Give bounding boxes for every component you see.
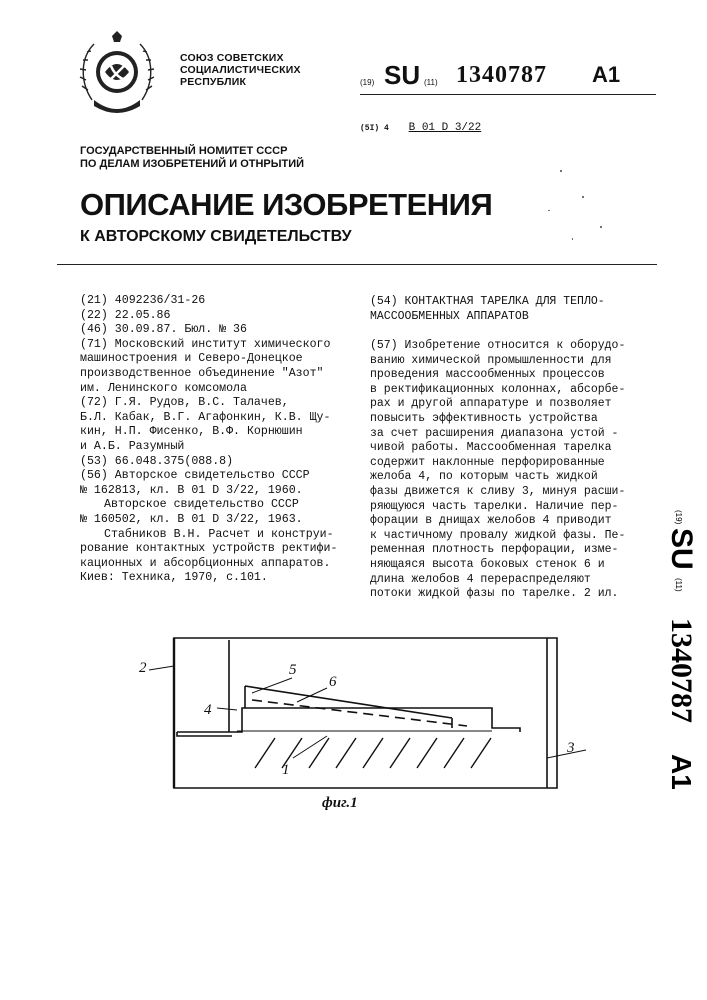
leader-lines <box>149 666 586 758</box>
scan-speck <box>548 210 550 211</box>
abstract-line: потоки жидкой фазы по тарелке. 2 ил. <box>370 587 619 601</box>
issuing-state <box>180 52 301 88</box>
biblio-line: (22) 22.05.86 <box>80 308 171 322</box>
abstract-line: рах и другой аппаратуре и позволяет <box>370 397 612 411</box>
side-code-19: (19) <box>674 510 683 525</box>
abstract-line: к частичному провалу жидкой фазы. Пе- <box>370 528 626 542</box>
scan-speck <box>560 170 562 172</box>
abstract-line: длина желобов 4 перераспределяют <box>370 572 591 586</box>
biblio-line: кин, Н.П. Фисенко, В.Ф. Корнюшин <box>80 425 303 439</box>
abstract-line: желоба 4, по которым часть жидкой <box>370 470 598 484</box>
biblio-line: Б.Л. Кабак, В.Г. Агафонкин, К.В. Щу- <box>80 410 331 424</box>
abstract-line: ременная плотность перфорации, изме- <box>370 543 619 557</box>
bibliographic-data <box>80 294 352 586</box>
figure-label-6: 6 <box>329 674 337 690</box>
scan-speck <box>572 238 573 240</box>
ipc-code: B 01 D 3/22 <box>408 122 482 134</box>
figure-label-3: 3 <box>567 740 575 756</box>
figure-label-2: 2 <box>139 660 147 676</box>
code-11: (11) <box>424 78 438 87</box>
title-line: (54) КОНТАКТНАЯ ТАРЕЛКА ДЛЯ ТЕПЛО- <box>370 295 605 308</box>
side-code-11: (11) <box>674 578 683 592</box>
biblio-line: (56) Авторское свидетельство СССР <box>80 469 310 483</box>
document-subtitle: К АВТОРСКОМУ СВИДЕТЕЛЬСТВУ <box>80 228 352 245</box>
biblio-line: им. Ленинского комсомола <box>80 381 247 395</box>
committee-name <box>80 145 304 171</box>
committee-line: ПО ДЕЛАМ ИЗОБРЕТЕНИЙ И ОТНРЫТИЙ <box>80 158 305 170</box>
biblio-line: (53) 66.048.375(088.8) <box>80 454 234 468</box>
side-kind-code: A1 <box>666 754 697 790</box>
abstract-line: в ректификационных колоннах, абсорбе- <box>370 382 626 396</box>
biblio-line: рование контактных устройств ректифи- <box>80 542 338 556</box>
biblio-line: машиностроения и Северо-Донецкое <box>80 352 303 366</box>
abstract-line: (57) Изобретение относится к оборудо- <box>370 339 626 352</box>
abstract-line: ванию химической промышленности для <box>370 353 612 367</box>
biblio-line: Авторское свидетельство СССР <box>104 498 299 512</box>
biblio-line: № 162813, кл. B 01 D 3/22, 1960. <box>80 483 303 497</box>
figure-label-5: 5 <box>289 662 297 678</box>
document-title: ОПИСАНИЕ ИЗОБРЕТЕНИЯ <box>80 187 493 222</box>
side-country-code: SU <box>665 528 698 570</box>
number-underline <box>360 94 656 95</box>
figure-label-4: 4 <box>204 702 212 718</box>
abstract-line: за счет расширения диапазона устой - <box>370 426 619 440</box>
biblio-line: Киев: Техника, 1970, с.101. <box>80 571 268 585</box>
abstract-line: повысить эффективность устройства <box>370 411 598 425</box>
abstract-line: содержит наклонные перфорированные <box>370 455 605 469</box>
abstract-line: чивой работы. Массообменная тарелка <box>370 441 612 455</box>
scan-speck <box>582 196 584 198</box>
code-19: (19) <box>360 78 375 87</box>
committee-line: ГОСУДАРСТВЕННЫЙ НОМИТЕТ СССР <box>80 145 288 157</box>
abstract-line: фазы движется к сливу 3, минуя расши- <box>370 484 626 498</box>
abstract-line: форации в днищах желобов 4 приводит <box>370 514 612 528</box>
biblio-line: (46) 30.09.87. Бюл. № 36 <box>80 323 247 337</box>
abstract <box>370 339 628 602</box>
kind-code: A1 <box>592 62 621 87</box>
side-patent-id <box>646 498 698 818</box>
invention-title <box>370 294 640 324</box>
biblio-line: кационных и абсорбционных аппаратов. <box>80 556 331 570</box>
abstract-line: ряющуюся часть тарелки. Наличие пер- <box>370 499 619 513</box>
hatching <box>255 738 491 768</box>
union-line: СОЦИАЛИСТИЧЕСКИХ <box>180 64 301 76</box>
biblio-line: № 160502, кл. B 01 D 3/22, 1963. <box>80 512 303 526</box>
abstract-line: няющаяся высота боковых стенок 6 и <box>370 557 605 571</box>
biblio-line: (21) 4092236/31-26 <box>80 294 206 307</box>
union-line: СОЮЗ СОВЕТСКИХ <box>180 52 284 64</box>
scan-speck <box>600 226 602 228</box>
figure-label-1: 1 <box>282 762 290 778</box>
header-divider <box>57 264 657 265</box>
biblio-line: и А.Б. Разумный <box>80 439 185 453</box>
biblio-line: Стабников В.Н. Расчет и конструи- <box>104 527 334 541</box>
ipc-classification <box>360 122 481 134</box>
biblio-line: производственное объединение "Азот" <box>80 366 324 380</box>
title-line: МАССООБМЕННЫХ АППАРАТОВ <box>370 310 529 323</box>
figure-1-drawing <box>137 628 580 803</box>
biblio-line: (72) Г.Я. Рудов, В.С. Талачев, <box>80 396 289 410</box>
biblio-line: (71) Московский институт химического <box>80 337 331 351</box>
abstract-line: проведения массообменных процессов <box>370 368 605 382</box>
code-51: (5I) 4 <box>360 124 389 133</box>
union-line: РЕСПУБЛИК <box>180 76 247 88</box>
ussr-emblem-icon <box>78 30 156 118</box>
patent-number: 1340787 <box>456 62 547 88</box>
country-code: SU <box>384 60 421 90</box>
side-patent-number: 1340787 <box>665 618 698 723</box>
publication-number-block <box>360 58 660 98</box>
figure-caption: фиг.1 <box>322 795 358 811</box>
